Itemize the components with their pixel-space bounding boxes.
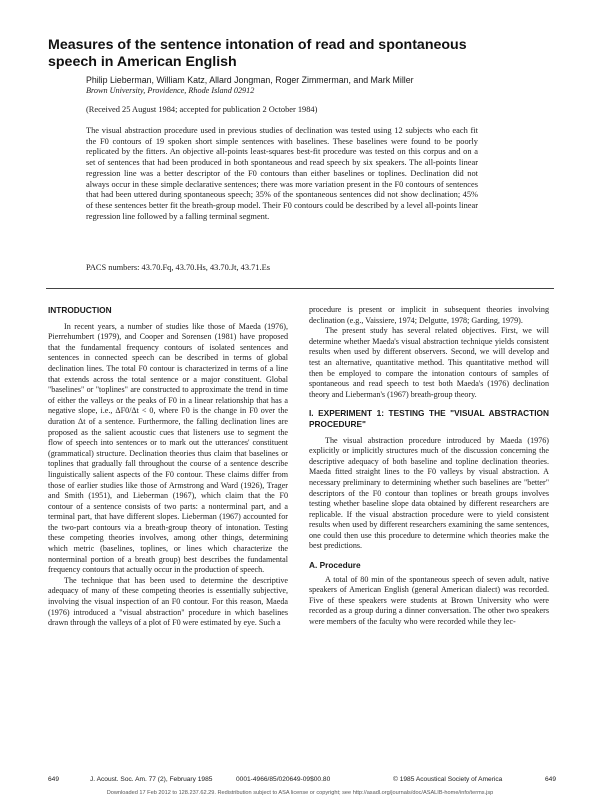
received-dates: (Received 25 August 1984; accepted for publication 2 October 1984) [86,105,318,114]
page-number-left: 649 [48,776,60,783]
experiment-1-heading: I. EXPERIMENT 1: TESTING THE "VISUAL ABSTRACTION PROCEDURE" [309,408,549,429]
right-column [309,305,549,628]
objectives-paragraph: The present study has several related objectives. First, we will determine whether Maeda's visual abstraction technique yields consistent results when used by different observers. Second, we will develop and test an alternative, quantitative method. This quantitative method will then be employed to compare the intonation contours of samples of spontaneous and read speech to test both Maeda's (1976) declination theory and Lieberman's (1967) breath-group theory. [309,326,549,399]
journal-citation: J. Acoust. Soc. Am. 77 (2), February 1985 [90,776,213,783]
copyright-notice: © 1985 Acoustical Society of America [393,776,503,783]
section-divider [46,288,554,289]
pacs-numbers: PACS numbers: 43.70.Fq, 43.70.Hs, 43.70.Jt, 43.71.Es [86,263,270,272]
experiment-1-paragraph: The visual abstraction procedure introduced by Maeda (1976) explicitly or implicitly structures much of the discussion concerning the descriptive adequacy of both baseline and topline declination theories. Maeda fitted straight lines to the F0 valleys by visual abstraction. A necessary preliminary to determining whether such baselines are "better" descriptors of the F0 contour than toplines or breath groups involves testing whether baseline slope data obtained by different researchers are replicable. If the visual abstraction procedure were to yield consistent results when used by different researchers examining the same sentences, one could then use this procedure to determine which theories make the best predictions. [309,435,549,551]
left-column [48,305,288,629]
affiliation: Brown University, Providence, Rhode Island 02912 [86,86,255,95]
page-footer [48,775,556,785]
procedure-heading: A. Procedure [309,560,361,571]
intro-paragraph-1: In recent years, a number of studies like those of Maeda (1976), Pierrehumbert (1979), and Cooper and Sorensen (1981) have proposed that the fundamental frequency contours of isolated sentences and sentences in connected speech can be described in terms of global declination lines. The total F0 contour is characterized in terms of a line that extends across the total sentence or a major constituent. Global "baselines" or "toplines" are constructed to approximate the trend in time of either the valleys or the peaks of F0 in a linear relationship that has a negative slope, i.e., ΔF0/Δt < 0, where F0 is the change in F0 over the duration Δt of a sentence. Furthermore, the falling declination lines are proposed as the salient acoustic cues that listeners use to segment the flow of speech into sentences or to mark out the utterances' constituent (grammatical) structure. Declination theories thus claim that baselines or toplines that gradually fall throughout the course of a sentence describe linguistically salient aspects of the F0 contour. These claims differ from those of earlier studies like those of Armstrong and Ward (1926), Trager and Smith (1951), and Lieberman (1967), which claim that the F0 contour of a sentence consists of two parts: a nonterminal part, and a terminal part, that have different slopes. Lieberman (1967) accounted for the two-part contours via a breath-group theory of intonation. Testing these competing theories involves, among other things, determining which metric (baselines, toplines, or lines which characterize the nonterminal portion of a breath group) best describes the fundamental frequency contours that actually occur in the production of speech. [48,321,288,575]
author-list: Philip Lieberman, William Katz, Allard Jongman, Roger Zimmerman, and Mark Miller [86,75,414,85]
right-paragraph-1: procedure is present or implicit in subsequent theories involving declination (e.g., Vaissiere, 1974; Delgutte, 1978; Garding, 1979). [309,305,549,325]
procedure-paragraph: A total of 80 min of the spontaneous speech of seven adult, native speakers of American English (general American dialect) was recorded. Five of these speakers were students at Brown University who were recorded as a group during a dinner conversation. The other two speakers were members of the faculty who were recorded while they lec- [309,574,549,627]
download-notice: Downloaded 17 Feb 2012 to 128.237.62.29. Redistribution subject to ASA license or copyright; see http://asadl.org/journals/doc/ASALIB-home/info/terms.jsp [106,790,494,796]
abstract: The visual abstraction procedure used in previous studies of declination was tested using 12 subjects who each fit the F0 contours of 19 spoken short simple sentences with baselines. These baselines were found to be poorly replicated by the fitters. An objective all-points least-squares best-fit procedure was tested on this corpus and on a set of sentences that had been produced in both spontaneous and read speech by six speakers. The all-points linear regression line was a better descriptor of the F0 contours than either baselines or toplines. Declination did not always occur in these simple declarative sentences; there was more variation present in the F0 contours of sentences that had been uttered during spontaneous speech; 35% of the spontaneous sentences did not show declination; 45% of these sentences better fit the breath-group model. Their F0 contours could be described by a level all-points linear regression line followed by a falling terminal segment. [86,126,478,221]
paper-title: Measures of the sentence intonation of read and spontaneous speech in American English [48,37,467,70]
article-code: 0001-4966/85/020649-09$00.80 [236,776,331,783]
page-number-right: 649 [544,776,556,783]
intro-paragraph-2: The technique that has been used to determine the descriptive adequacy of many of these competing theories is essentially subjective, involving the visual inspection of an F0 contour. For this reason, Maeda (1976) introduced a "visual abstraction" procedure in which baselines drawn through the valleys of a plot of F0 were estimated by eye. Such a [48,575,288,628]
introduction-heading: INTRODUCTION [48,305,112,315]
